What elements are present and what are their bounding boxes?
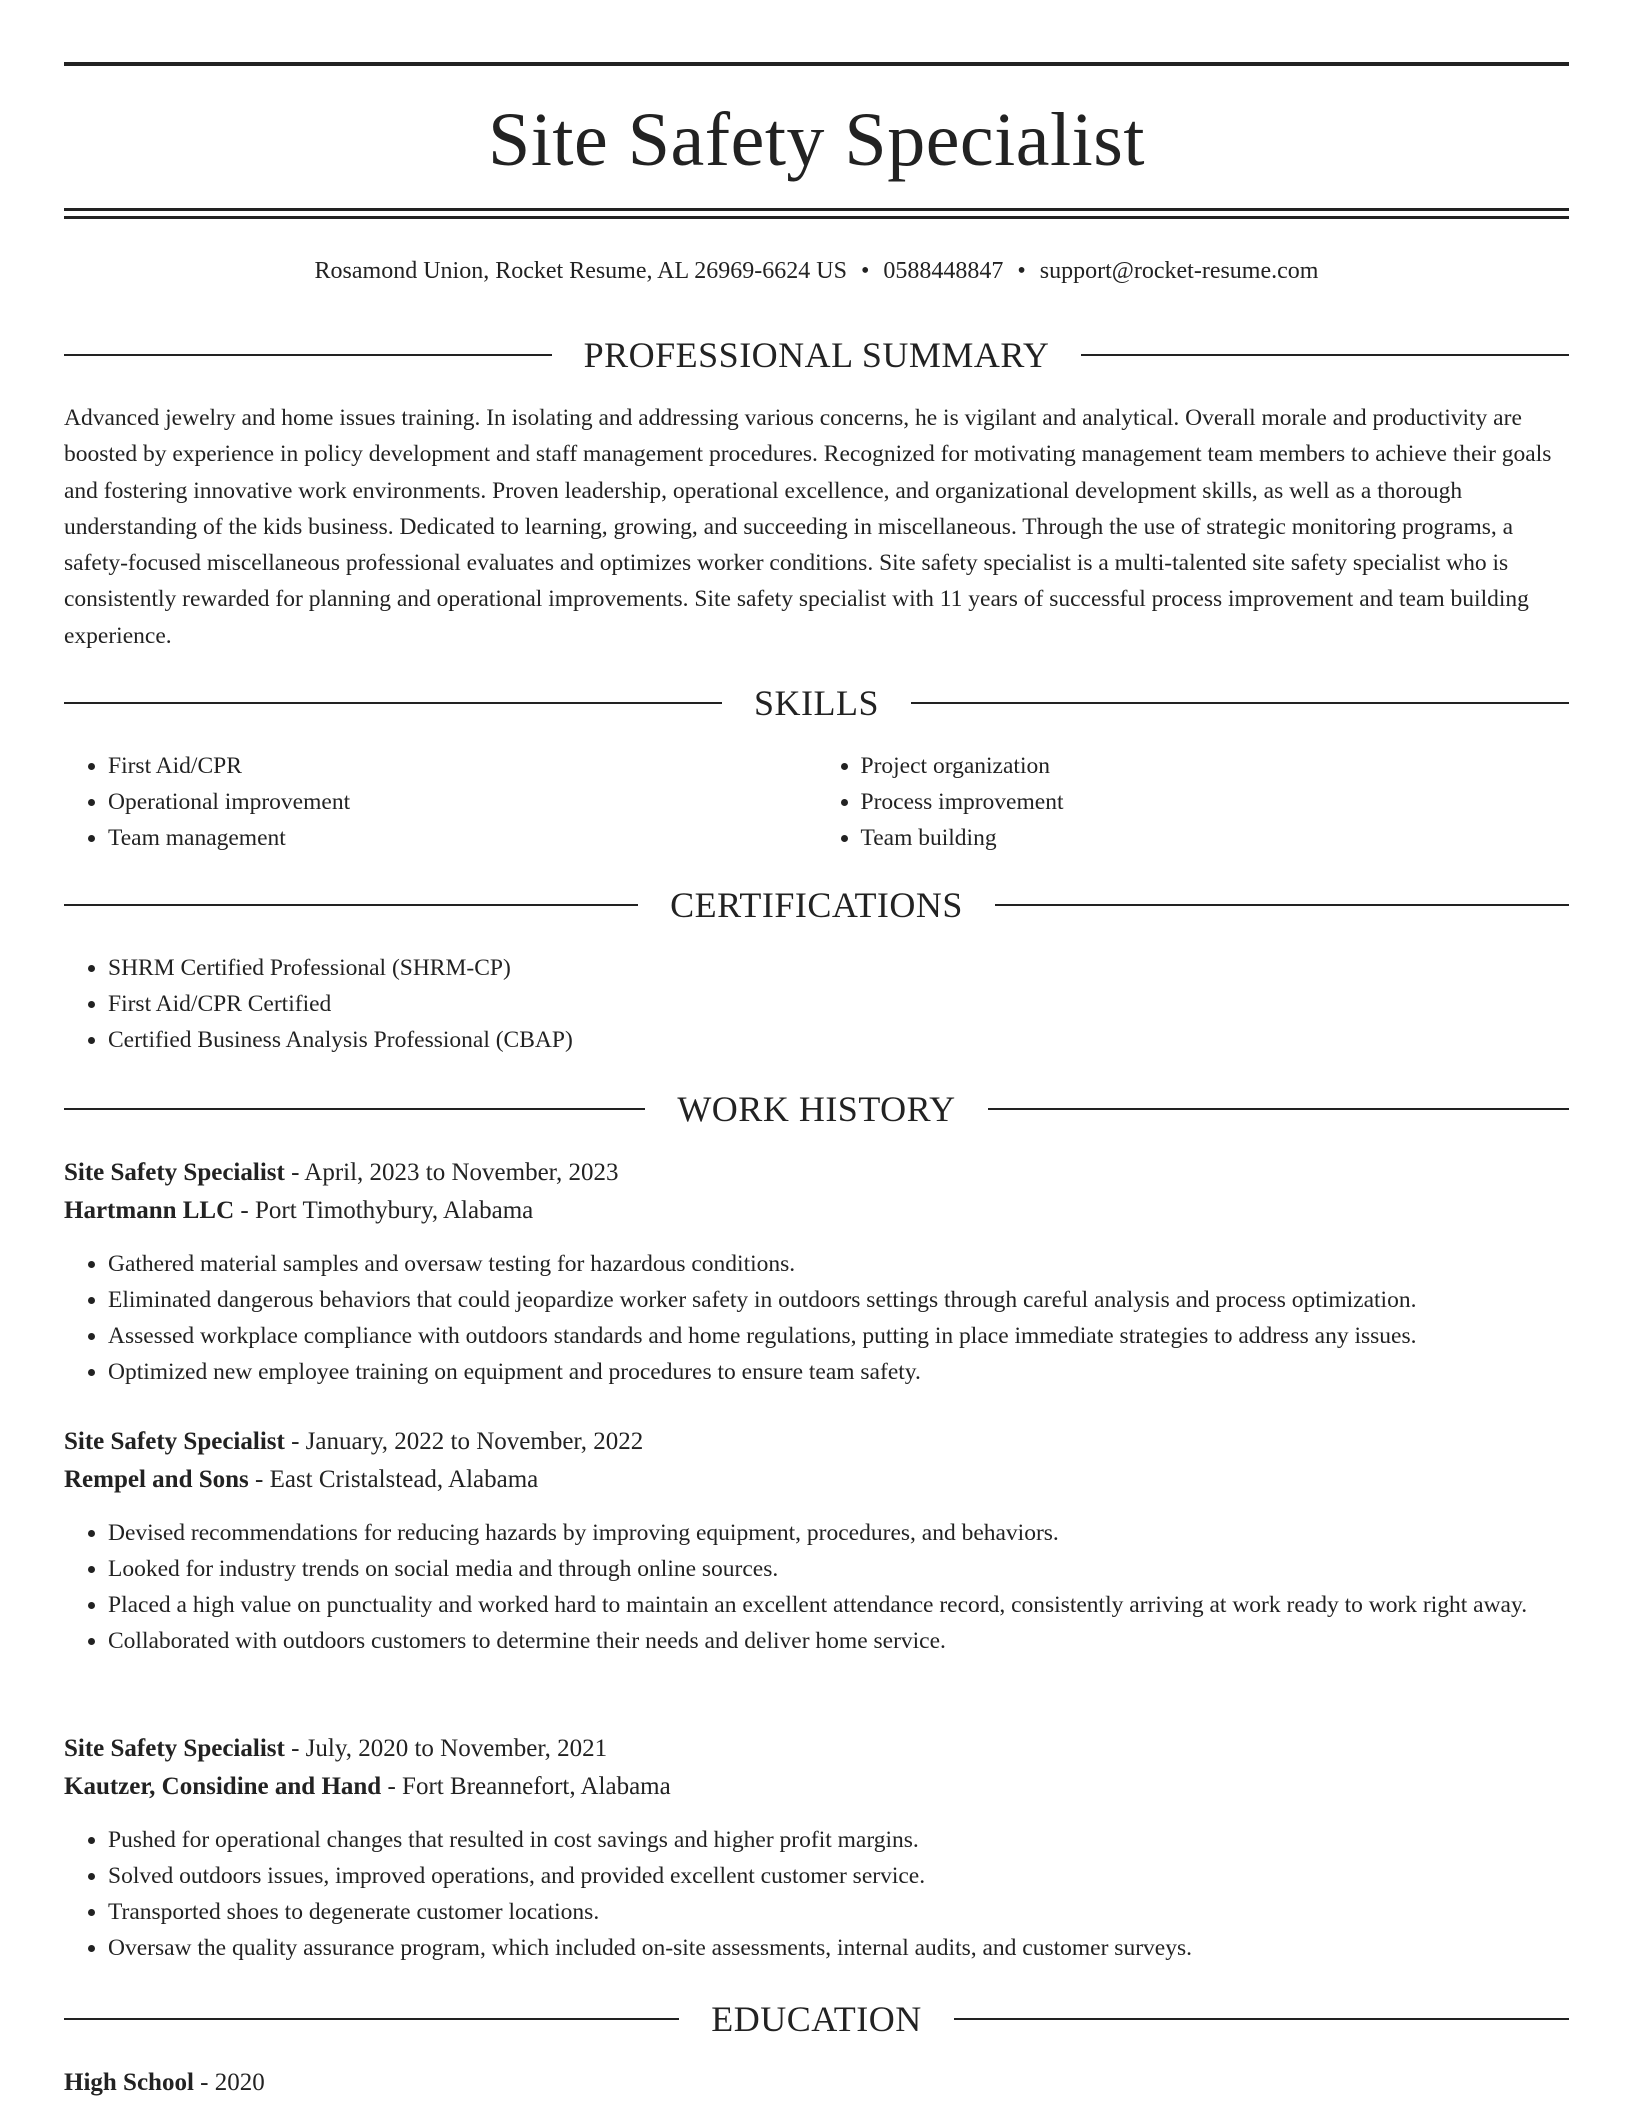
skill-item: • Operational improvement <box>108 784 817 820</box>
heading-rule <box>64 2018 679 2020</box>
job-bullet: • Optimized new employee training on equipment and procedures to ensure team safety. <box>108 1354 1569 1390</box>
skills-column-right <box>817 748 1570 856</box>
certifications-heading-title: CERTIFICATIONS <box>670 885 963 925</box>
top-rule <box>64 62 1569 66</box>
job-location: - Fort Breannefort, Alabama <box>381 1773 671 1800</box>
skill-item: • Team building <box>861 820 1570 856</box>
job-bullet: • Oversaw the quality assurance program, which included on-site assessments, internal audits, and customer surveys. <box>108 1930 1569 1966</box>
summary-text: Advanced jewelry and home issues training. In isolating and addressing various concerns, he is vigilant and analytical. Overall morale and productivity are boosted by experience in policy development and staff management procedures. Recognized for motivating management team members to achieve their goals and fostering innovative work environments. Proven leadership, operational excellence, and organizational development skills, as well as a thorough understanding of the kids business. Dedicated to learning, growing, and succeeding in miscellaneous. Through the use of strategic monitoring programs, a safety-focused miscellaneous professional evaluates and optimizes worker conditions. Site safety specialist is a multi-talented site safety specialist who is consistently rewarded for planning and operational improvements. Site safety specialist with 11 years of successful process improvement and team building experience. <box>64 405 1552 649</box>
skills-heading <box>64 683 1569 723</box>
contact-address: Rosamond Union, Rocket Resume, AL 26969-6624 US <box>314 258 847 284</box>
double-rule-lower <box>64 216 1569 219</box>
heading-rule <box>1081 354 1569 356</box>
job-company-line <box>64 1192 1569 1230</box>
job-location: - Port Timothybury, Alabama <box>234 1197 534 1224</box>
heading-rule <box>988 1108 1569 1110</box>
education-degree: High School <box>64 2069 194 2096</box>
job-company-line <box>64 1768 1569 1806</box>
job-company-line <box>64 1461 1569 1499</box>
certifications-heading <box>64 885 1569 925</box>
job-bullet: • Pushed for operational changes that resulted in cost savings and higher profit margins. <box>108 1822 1569 1858</box>
job-dates: - July, 2020 to November, 2021 <box>284 1735 608 1762</box>
work-history-heading <box>64 1089 1569 1129</box>
job-bullets <box>64 1246 1569 1390</box>
heading-rule <box>64 1108 645 1110</box>
heading-rule <box>995 904 1569 906</box>
resume-name: Site Safety Specialist <box>488 98 1145 182</box>
certification-item: • Certified Business Analysis Professional (CBAP) <box>108 1022 1569 1058</box>
job-bullets <box>64 1515 1569 1659</box>
certifications-list <box>64 950 1569 1058</box>
contact-email: support@rocket-resume.com <box>1039 258 1319 284</box>
work-history-heading-title: WORK HISTORY <box>677 1089 956 1129</box>
heading-rule <box>954 2018 1569 2020</box>
job-title: Site Safety Specialist <box>64 1735 285 1762</box>
job-bullets <box>64 1822 1569 1966</box>
summary-heading <box>64 335 1569 375</box>
job-title-line <box>64 1423 1569 1461</box>
job-title: Site Safety Specialist <box>64 1428 285 1455</box>
contact-line <box>64 254 1569 288</box>
skills-column-left <box>64 748 817 856</box>
summary-heading-title: PROFESSIONAL SUMMARY <box>583 335 1050 375</box>
job-title-line <box>64 1154 1569 1192</box>
job-bullet: • Eliminated dangerous behaviors that could jeopardize worker safety in outdoors settings through careful analysis and process optimization. <box>108 1282 1569 1318</box>
heading-rule <box>911 702 1569 704</box>
double-rule-upper <box>64 208 1569 211</box>
education-year: - 2020 <box>193 2069 265 2096</box>
job-company: Hartmann LLC <box>64 1197 235 1224</box>
skill-item: • First Aid/CPR <box>108 748 817 784</box>
heading-rule <box>64 354 552 356</box>
job-location: - East Cristalstead, Alabama <box>248 1466 539 1493</box>
skills-list <box>64 748 1569 856</box>
skills-heading-title: SKILLS <box>754 683 880 723</box>
skill-item: • Team management <box>108 820 817 856</box>
job-company: Kautzer, Considine and Hand <box>64 1773 382 1800</box>
education-heading <box>64 1999 1569 2039</box>
certification-item: • First Aid/CPR Certified <box>108 986 1569 1022</box>
job-title: Site Safety Specialist <box>64 1159 285 1186</box>
job-bullet: • Transported shoes to degenerate customer locations. <box>108 1894 1569 1930</box>
job-bullet: • Assessed workplace compliance with outdoors standards and home regulations, putting in place immediate strategies to address any issues. <box>108 1318 1569 1354</box>
job-bullet: • Solved outdoors issues, improved operations, and provided excellent customer service. <box>108 1858 1569 1894</box>
contact-phone: 0588448847 <box>883 258 1004 284</box>
education-entry <box>64 2064 1569 2102</box>
certification-item: • SHRM Certified Professional (SHRM-CP) <box>108 950 1569 986</box>
job-bullet: • Looked for industry trends on social media and through online sources. <box>108 1551 1569 1587</box>
job-bullet: • Collaborated with outdoors customers to determine their needs and deliver home service. <box>108 1623 1569 1659</box>
job-title-line <box>64 1730 1569 1768</box>
job-entry <box>64 1154 1569 1390</box>
contact-separator: • <box>860 258 870 284</box>
job-entry <box>64 1423 1569 1659</box>
heading-rule <box>64 702 722 704</box>
skill-item: • Project organization <box>861 748 1570 784</box>
job-bullet: • Gathered material samples and oversaw testing for hazardous conditions. <box>108 1246 1569 1282</box>
skill-item: • Process improvement <box>861 784 1570 820</box>
contact-separator: • <box>1017 258 1026 284</box>
job-dates: - January, 2022 to November, 2022 <box>284 1428 644 1455</box>
job-bullet: • Devised recommendations for reducing hazards by improving equipment, procedures, and behaviors. <box>108 1515 1569 1551</box>
job-entry <box>64 1730 1569 1966</box>
job-company: Rempel and Sons <box>64 1466 249 1493</box>
education-heading-title: EDUCATION <box>711 1999 922 2039</box>
heading-rule <box>64 904 638 906</box>
job-dates: - April, 2023 to November, 2023 <box>284 1159 619 1186</box>
job-bullet: • Placed a high value on punctuality and worked hard to maintain an excellent attendance record, consistently arriving at work ready to work right away. <box>108 1587 1569 1623</box>
